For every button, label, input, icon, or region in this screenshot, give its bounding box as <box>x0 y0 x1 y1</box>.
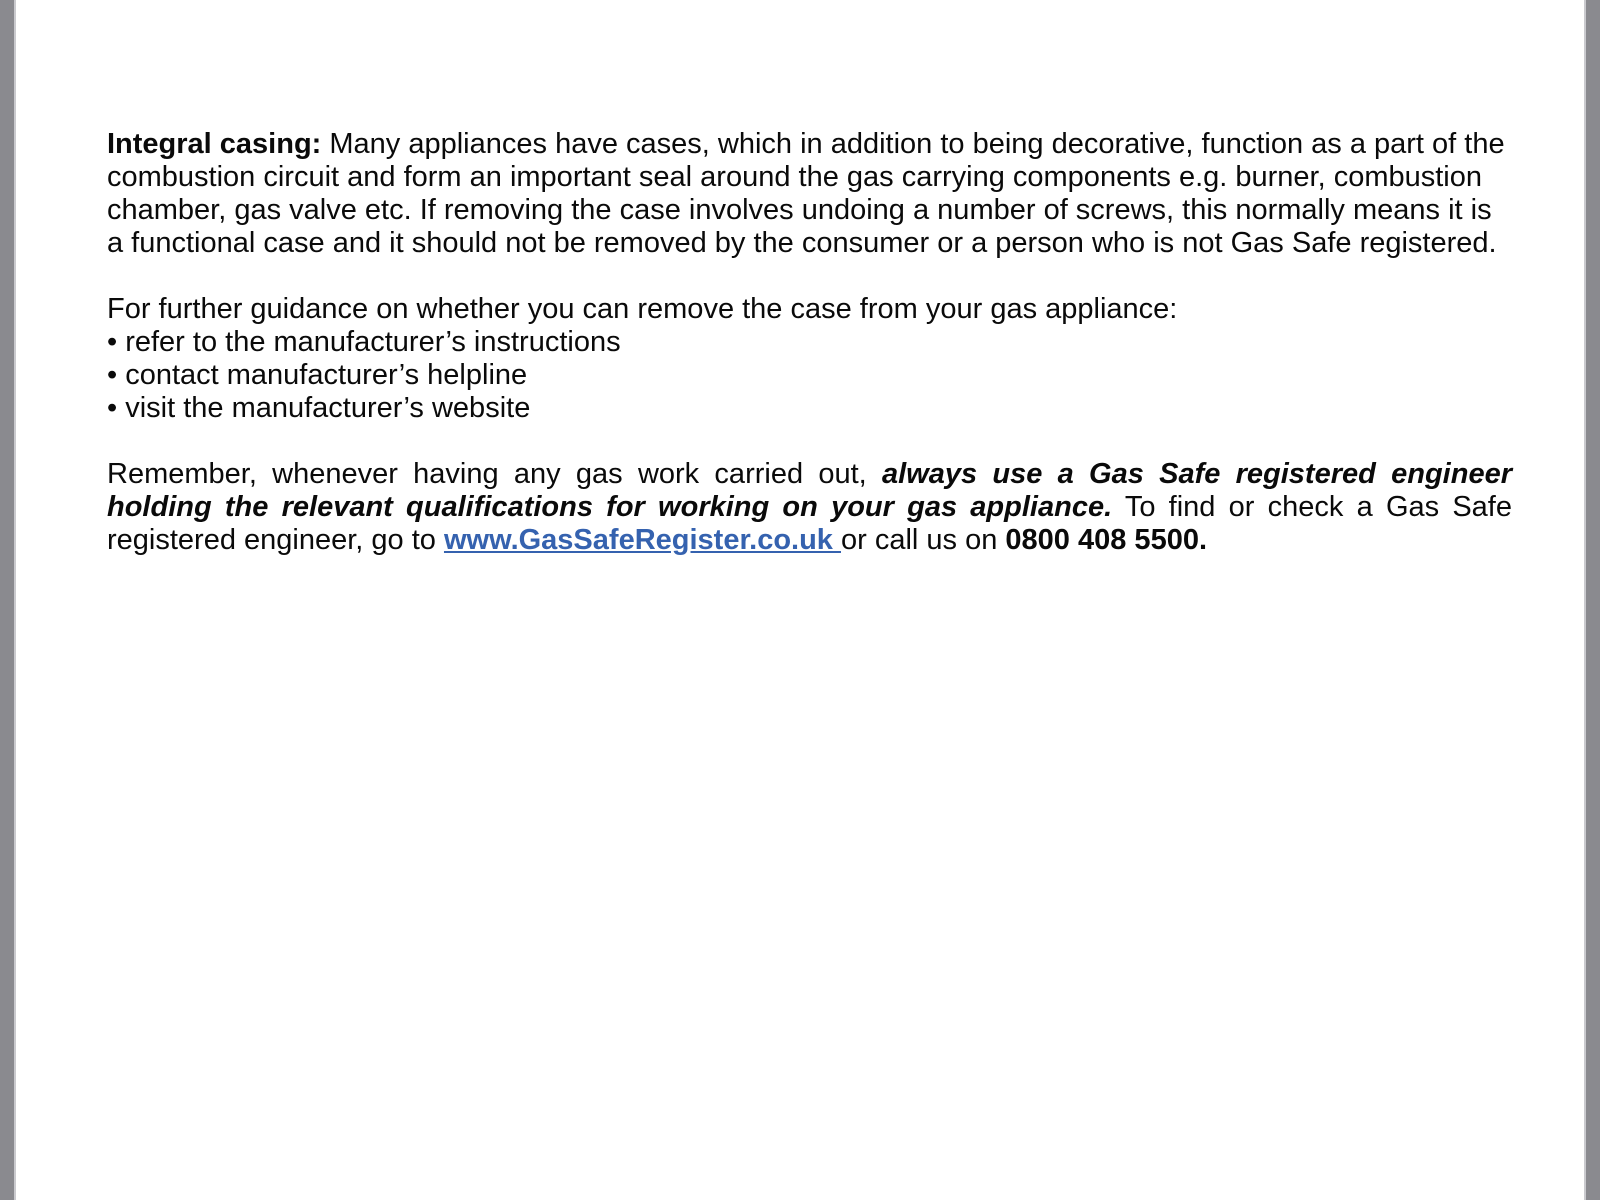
remember-line-1 <box>107 458 1512 491</box>
viewer-gutter-left <box>0 0 14 1200</box>
text-segment: holding the relevant qualifications for working on your gas appliance. <box>107 491 1113 523</box>
integral-casing-line-1 <box>107 128 1512 161</box>
integral-casing-line-3 <box>107 194 1512 227</box>
text-segment: Integral casing: <box>107 128 322 160</box>
text-segment: 0800 408 5500. <box>1005 524 1208 556</box>
text-segment: or call us on <box>841 524 1006 556</box>
text-segment: • contact manufacturer’s helpline <box>107 359 528 391</box>
text-segment: For further guidance on whether you can remove the case from your gas appliance: <box>107 293 1178 325</box>
text-segment: combustion circuit and form an important seal around the gas carrying components e.g. burner, combustion <box>107 161 1483 193</box>
integral-casing-paragraph <box>107 128 1512 260</box>
bullet-contact-helpline <box>107 359 1512 392</box>
integral-casing-line-2 <box>107 161 1512 194</box>
viewer-gutter-right <box>1588 0 1600 1200</box>
text-segment: a functional case and it should not be removed by the consumer or a person who is not Gas Safe registered. <box>107 227 1497 259</box>
document-page <box>14 0 1586 1200</box>
bullet-refer-instructions <box>107 326 1512 359</box>
remember-line-2 <box>107 491 1512 524</box>
text-segment: Remember, whenever having any gas work carried out, <box>107 458 882 490</box>
text-segment: • refer to the manufacturer’s instructions <box>107 326 621 358</box>
remember-line-3 <box>107 524 1512 557</box>
text-segment: To find or check a Gas Safe <box>1112 491 1512 523</box>
text-segment: Many appliances have cases, which in addition to being decorative, function as a part of the <box>321 128 1505 160</box>
bullet-visit-website <box>107 392 1512 425</box>
remember-paragraph <box>107 458 1512 557</box>
integral-casing-line-4 <box>107 227 1512 260</box>
further-guidance-paragraph <box>107 293 1512 425</box>
text-segment: • visit the manufacturer’s website <box>107 392 531 424</box>
guidance-intro-line <box>107 293 1512 326</box>
text-segment: always use a Gas Safe registered engineer <box>881 458 1512 490</box>
text-segment: chamber, gas valve etc. If removing the case involves undoing a number of screws, this normally means it is <box>107 194 1492 226</box>
document-body <box>16 0 1584 557</box>
text-segment: registered engineer, go to <box>107 524 444 556</box>
gas-safe-register-link[interactable]: www.GasSafeRegister.co.uk <box>443 524 841 556</box>
